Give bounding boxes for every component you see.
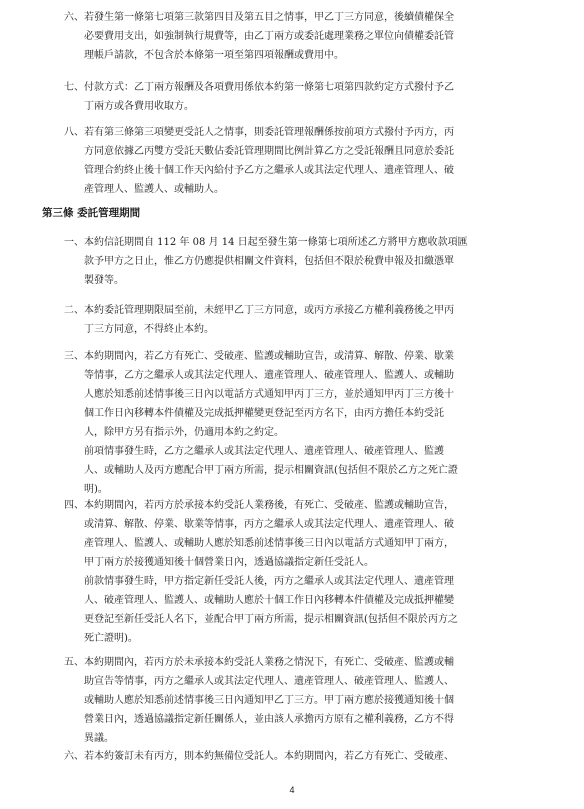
clause-text-line: 若發生第一條第七項第三款第四目及第五目之情事，甲乙丁三方同意，後續債權保全 [84,12,454,23]
clause-number: 六、 [64,12,84,23]
item-text-line: 甲丁兩方於接獲通知後十個營業日內，透過協議指定新任受託人。 [84,557,374,568]
item-text-line: 更登記至新任受託人名下，並配合甲丁兩方所需，提示相關資訊(包括但不限於丙方之 [84,614,458,625]
clause-item [64,123,454,199]
item-text-line: 個工作日內移轉本件債權及完成抵押權變更登記至丙方名下，由丙方擔任本約受託 [84,408,444,419]
clause-number: 七、 [64,82,84,93]
item-text-line: 人，除甲方另有指示外，仍適用本約之約定。 [84,427,284,438]
item-text-line: 製發等。 [84,275,124,286]
clause-text-line: 方同意依據乙丙雙方受託天數佔委託管理期間比例計算乙方之受託報酬且同意於委託 [84,146,454,157]
clause-item [64,8,454,65]
item-text-line: 助宣告等情事，丙方之繼承人或其法定代理人、遺產管理人、破產管理人、監護人、 [84,676,454,687]
item-text-line: 死亡證明)。 [84,633,138,644]
item-text-line: 本約期間內，若乙方有死亡、受破產、監護或輔助宣告，或清算、解散、停業、歇業 [84,351,454,362]
clause-text-line: 管理合約終止後十個工作天內給付予乙方之繼承人或其法定代理人、遺產管理人、破 [84,165,454,176]
clause-number: 八、 [64,127,84,138]
item-number: 五、 [64,657,84,668]
item-number: 六、 [64,751,84,762]
item-text-line: 本約信託期間自 112 年 08 月 14 日起至發生第一條第七項所述乙方將甲方應收款項匯 [84,237,468,248]
item-text-line: 前項情事發生時，乙方之繼承人或其法定代理人、遺產管理人、破產管理人、監護 [84,446,444,457]
item-text-line: 若本約簽訂未有丙方，則本約無備位受託人。本約期間內，若乙方有死亡、受破產、 [84,751,454,762]
article-item [64,653,454,748]
article-item [64,496,458,648]
item-text-line: 本約委託管理期限屆至前，未經甲乙丁三方同意，或丙方承接乙方權利義務後之甲丙 [84,305,454,316]
article-item [64,347,458,499]
item-text-line: 本約期間內，若丙方於未承接本約受託人業務之情況下，有死亡、受破產、監護或輔 [84,657,454,668]
clause-text-line: 丁兩方或各費用收取方。 [84,101,194,112]
item-number: 三、 [64,351,84,362]
item-text-line: 前款情事發生時，甲方指定新任受託人後，丙方之繼承人或其法定代理人、遺產管理 [84,576,454,587]
item-text-line: 營業日內，透過協議指定新任關係人，並由該人承擔丙方原有之權利義務，乙方不得 [84,714,454,725]
item-text-line: 或輔助人應於知悉前述情事後三日內通知甲乙丁三方。甲丁兩方應於接獲通知後十個 [84,695,454,706]
article-item [64,301,454,339]
item-text-line: 異議。 [84,733,114,744]
item-text-line: 本約期間內，若丙方於承接本約受託人業務後，有死亡、受破產、監護或輔助宣告， [84,500,454,511]
article-item [64,233,468,290]
clause-text-line: 理帳戶請款，不包含於本條第一項至第四項報酬或費用中。 [84,50,344,61]
item-text-line: 人、破產管理人、監護人、或輔助人應於十個工作日內移轉本件債權及完成抵押權變 [84,595,454,606]
item-number: 一、 [64,237,84,248]
clause-item [64,78,454,116]
item-text-line: 等情事，乙方之繼承人或其法定代理人、遺產管理人、破產管理人、監護人、或輔助 [84,370,454,381]
clause-text-line: 產管理人、監護人、或輔助人。 [84,184,224,195]
clause-text-line: 付款方式：乙丁兩方報酬及各項費用係依本約第一條第七項第四款約定方式撥付予乙 [84,82,454,93]
page-number: 4 [289,785,295,795]
item-text-line: 或清算、解散、停業、歇業等情事，丙方之繼承人或其法定代理人、遺產管理人、破 [84,519,454,530]
item-text-line: 產管理人、監護人、或輔助人應於知悉前述情事後三日內以電話方式通知甲丁兩方， [84,538,454,549]
item-text-line: 明)。 [84,484,108,495]
article-item [64,747,454,766]
clause-text-line: 若有第三條第三項變更受託人之情事，則委託管理報酬係按前項方式撥付予丙方，丙 [84,127,454,138]
item-text-line: 丁三方同意，不得終止本約。 [84,324,214,335]
item-number: 四、 [64,500,84,511]
item-text-line: 人、或輔助人及丙方應配合甲丁兩方所需，提示相關資訊(包括但不限於乙方之死亡證 [84,465,458,476]
item-text-line: 款予甲方之日止，惟乙方仍應提供相關文件資料，包括但不限於稅費申報及扣繳憑單 [84,256,454,267]
item-number: 二、 [64,305,84,316]
clause-text-line: 必要費用支出，如強制執行規費等，由乙丁兩方或委託處理業務之單位向債權委託管 [84,31,454,42]
item-text-line: 人應於知悉前述情事後三日內以電話方式通知甲丙丁三方，並於通知甲丙丁三方後十 [84,389,454,400]
article-heading: 第三條 委託管理期間 [42,207,141,219]
